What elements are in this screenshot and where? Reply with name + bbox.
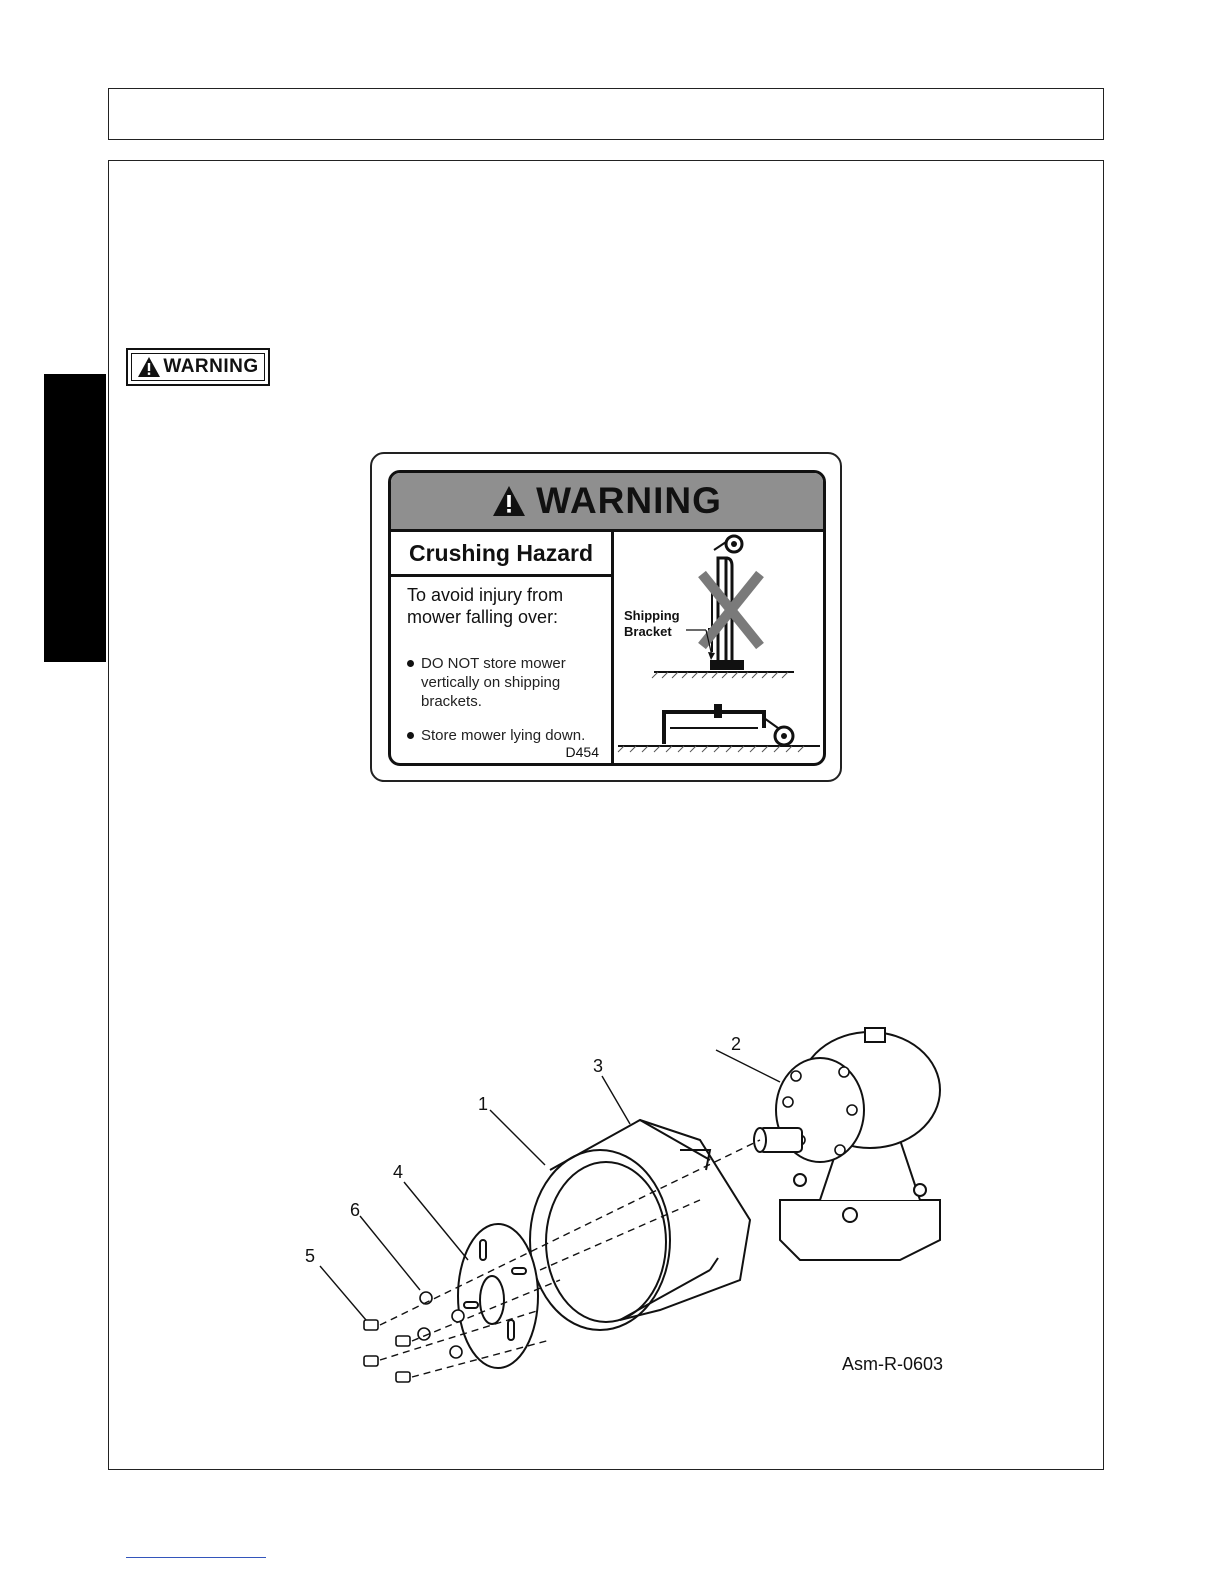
decal-title: Crushing Hazard	[391, 532, 611, 577]
callout-1: 1	[478, 1094, 489, 1114]
decal-bullet-line: vertically on shipping	[421, 674, 561, 691]
decal-bullet-line: DO NOT store mower	[421, 655, 566, 672]
bracket-label-line: Bracket	[624, 624, 672, 639]
callout-2: 2	[731, 1034, 742, 1054]
callout-4: 4	[393, 1162, 404, 1182]
callout-6: 6	[350, 1200, 361, 1220]
footer-link-underline[interactable]	[126, 1557, 266, 1558]
section-side-tab	[44, 374, 106, 662]
decal-bullet-line: Store mower lying down.	[421, 727, 586, 744]
decal-illustration-panel	[614, 532, 826, 766]
figure-label: Asm-R-0603	[842, 1354, 944, 1374]
decal-bullet-2	[407, 726, 585, 745]
mower-storage-illustration	[614, 532, 826, 766]
safety-decal	[370, 452, 842, 782]
callout-5: 5	[305, 1246, 316, 1266]
page-header-box	[108, 88, 1104, 140]
safety-decal-inner	[388, 470, 826, 766]
shipping-label-line: Shipping	[624, 608, 680, 623]
warning-badge-label: WARNING	[163, 356, 259, 377]
decal-subtitle	[407, 584, 563, 628]
decal-header	[391, 473, 823, 532]
decal-header-label: WARNING	[536, 480, 722, 521]
decal-subtitle-line: mower falling over:	[407, 607, 559, 627]
decal-subtitle-line: To avoid injury from	[407, 585, 564, 605]
callout-3: 3	[593, 1056, 604, 1076]
decal-bullet-1	[407, 654, 566, 711]
warning-badge	[126, 348, 270, 386]
decal-code: D454	[565, 744, 599, 760]
decal-bullet-line: brackets.	[421, 693, 482, 710]
warning-triangle-icon	[492, 485, 526, 517]
warning-triangle-icon	[137, 356, 161, 378]
decal-text-panel	[391, 532, 614, 766]
